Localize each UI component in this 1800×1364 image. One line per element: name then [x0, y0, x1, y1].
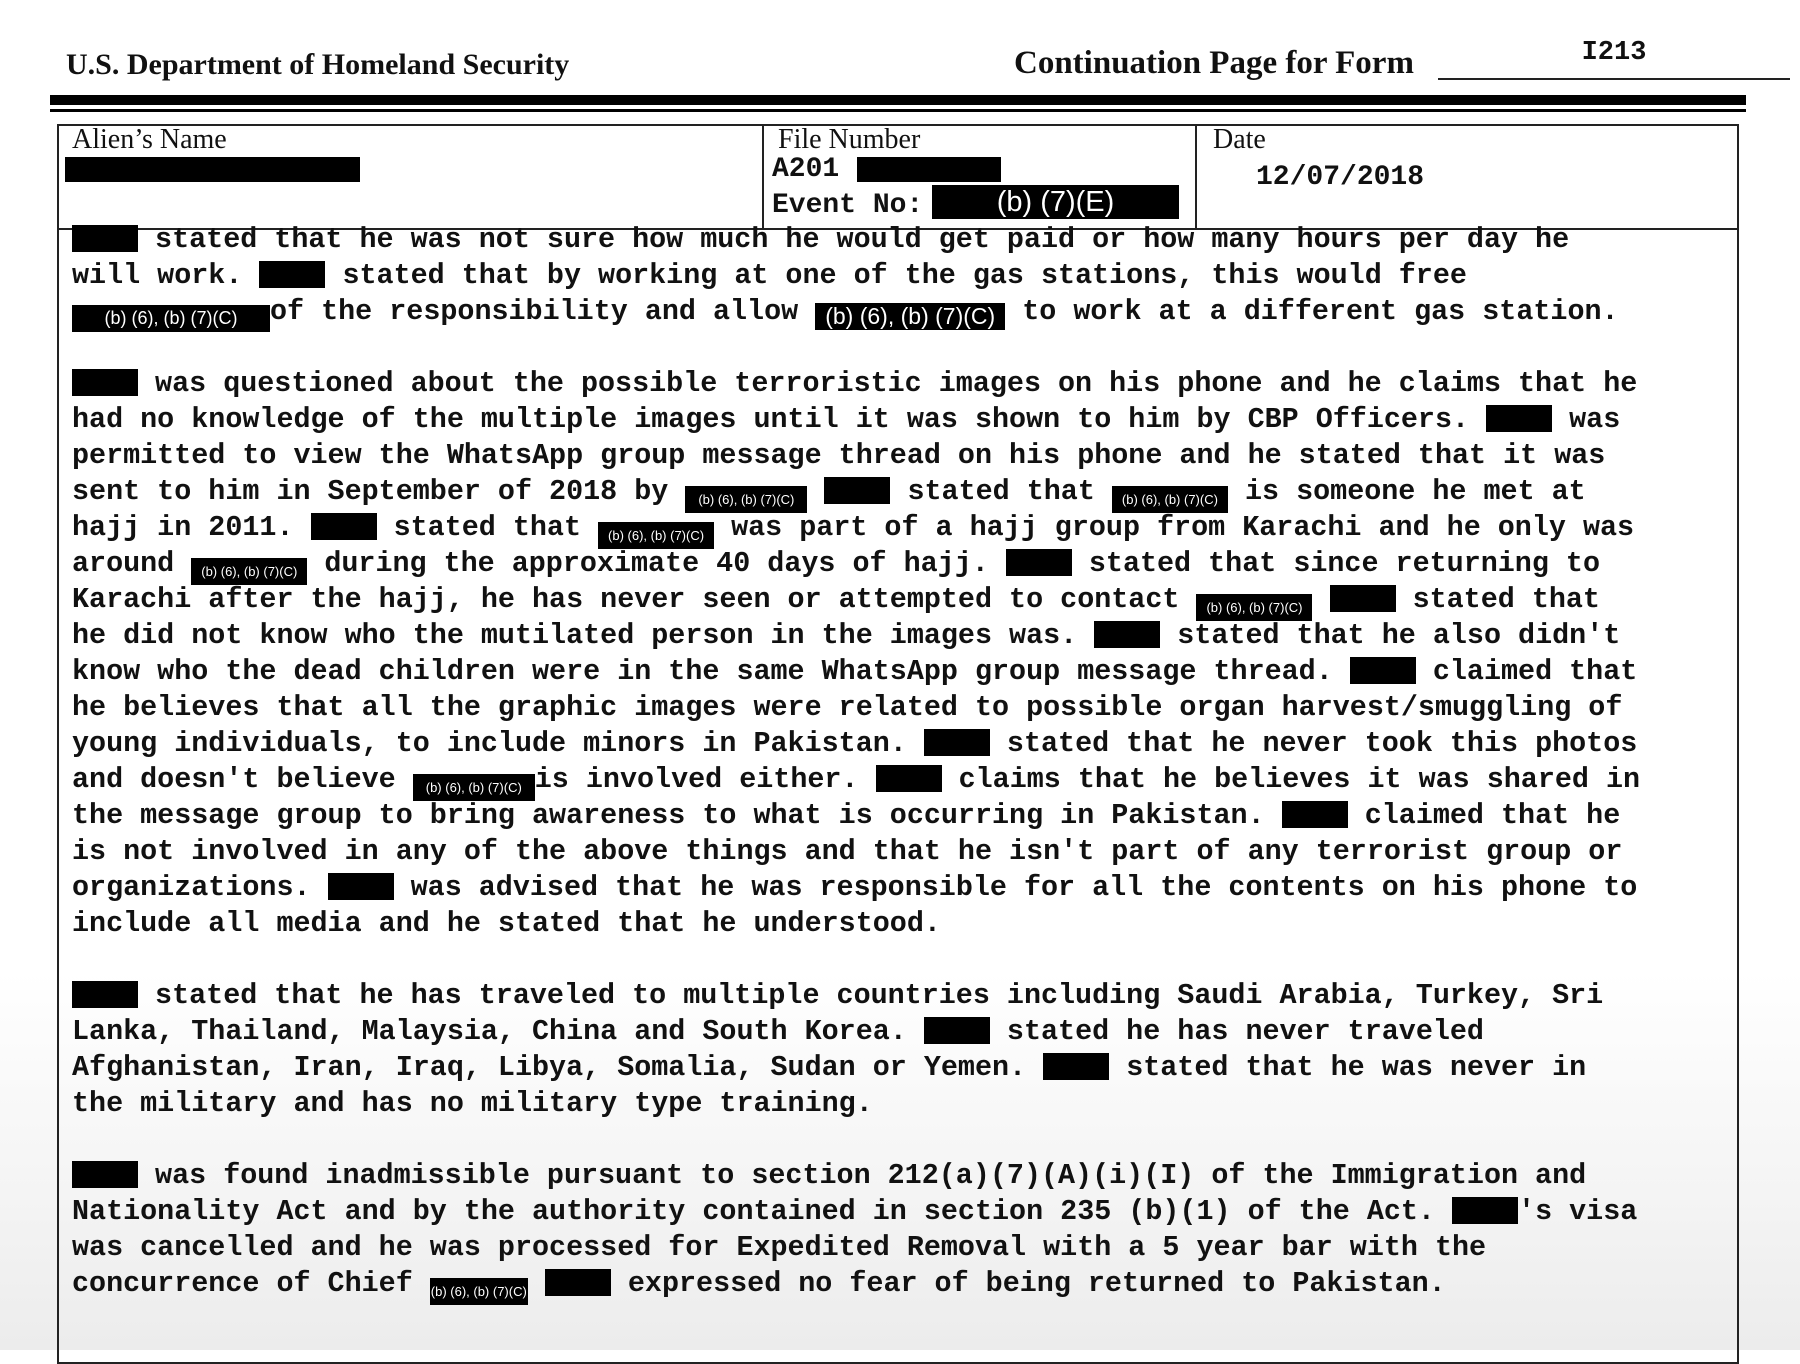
redaction-label: (b) (6), (b) (7)(C)	[598, 522, 714, 549]
text-line	[72, 1266, 1732, 1302]
text-line	[72, 654, 1732, 690]
line-text: stated that he was not sure how much he would get paid or how many hours per day he	[155, 223, 1570, 256]
line-text: stated that by working at one of the gas stations, this would free	[342, 259, 1467, 292]
form-number-line	[1438, 38, 1790, 80]
text-line	[72, 618, 1732, 654]
redaction-block	[545, 1269, 611, 1296]
redaction-block	[1452, 1197, 1518, 1224]
agency-name: U.S. Department of Homeland Security	[66, 48, 570, 81]
continuation-title: Continuation Page for Form	[1014, 45, 1414, 81]
narrative-body	[72, 222, 1732, 1338]
line-text: stated that	[907, 475, 1095, 508]
line-text: was advised that he was responsible for all the contents on his phone to	[410, 871, 1638, 904]
redaction-block	[1006, 549, 1072, 576]
line-text: of the responsibility and allow	[270, 295, 799, 328]
redaction-block	[328, 873, 394, 900]
text-line	[72, 1014, 1732, 1050]
line-text: concurrence of Chief	[72, 1267, 413, 1300]
event-no-redaction: (b) (7)(E)	[932, 185, 1179, 219]
redaction-block	[259, 261, 325, 288]
field-divider-2	[1195, 124, 1197, 230]
line-text: stated he has never traveled	[1006, 1015, 1484, 1048]
line-text: he did not know who the mutilated person in the images was.	[72, 619, 1078, 652]
redaction-block	[72, 369, 138, 396]
alien-name-label: Alien’s Name	[72, 124, 227, 155]
redaction-block	[72, 1161, 138, 1188]
line-text: during the approximate 40 days of hajj.	[324, 547, 989, 580]
text-line	[72, 294, 1732, 330]
line-text: stated that he never took this photos	[1006, 727, 1638, 760]
header-thick-rule	[50, 95, 1746, 105]
redaction-block	[72, 225, 138, 252]
redaction-block	[1330, 585, 1396, 612]
text-line: he believes that all the graphic images were related to possible organ harvest/smuggling of	[72, 691, 1623, 724]
redaction-block	[876, 765, 942, 792]
redaction-label: (b) (6), (b) (7)(C)	[191, 558, 307, 585]
text-line: is not involved in any of the above things and that he isn't part of any terrorist group or	[72, 835, 1623, 868]
line-text: stated that	[393, 511, 581, 544]
redaction-block	[924, 1017, 990, 1044]
alien-name-redaction	[65, 157, 360, 182]
line-text: had no knowledge of the multiple images until it was shown to him by CBP Officers.	[72, 403, 1470, 436]
file-number-label: File Number	[778, 124, 921, 155]
line-text: Afghanistan, Iran, Iraq, Libya, Somalia, Sudan or Yemen.	[72, 1051, 1027, 1084]
line-text: was found inadmissible pursuant to section 212(a)(7)(A)(i)(I) of the Immigration and	[155, 1159, 1587, 1192]
line-text: claims that he believes it was shared in	[958, 763, 1641, 796]
text-line: was cancelled and he was processed for Expedited Removal with a 5 year bar with the	[72, 1231, 1487, 1264]
date-label: Date	[1213, 124, 1266, 155]
line-text: to work at a different gas station.	[1022, 295, 1619, 328]
line-text: will work.	[72, 259, 243, 292]
line-text: 's visa	[1518, 1195, 1638, 1228]
redaction-label: (b) (6), (b) (7)(C)	[413, 774, 535, 801]
line-text: stated that he was never in	[1126, 1051, 1587, 1084]
text-line	[72, 726, 1732, 762]
redaction-block	[1486, 405, 1552, 432]
redaction-block	[824, 477, 890, 504]
form-number: I213	[1581, 38, 1647, 68]
paragraph-3	[72, 978, 1732, 1122]
form-header	[66, 38, 1746, 88]
text-line	[72, 222, 1732, 258]
text-line	[72, 510, 1732, 546]
line-text: know who the dead children were in the same WhatsApp group message thread.	[72, 655, 1333, 688]
text-line	[72, 978, 1732, 1014]
redaction-block	[924, 729, 990, 756]
text-line: include all media and he stated that he understood.	[72, 907, 941, 940]
line-text: is involved either.	[534, 763, 859, 796]
text-line	[72, 1158, 1732, 1194]
date-value: 12/07/2018	[1256, 162, 1425, 193]
redaction-block	[311, 513, 377, 540]
redaction-label: (b) (6), (b) (7)(C)	[685, 486, 807, 513]
redaction-block	[1350, 657, 1416, 684]
header-thin-rule	[50, 109, 1746, 112]
line-text: sent to him in September of 2018 by	[72, 475, 669, 508]
redaction-block	[72, 981, 138, 1008]
line-text: stated that	[1412, 583, 1600, 616]
line-text: and doesn't believe	[72, 763, 396, 796]
redaction-label: (b) (6), (b) (7)(C)	[72, 305, 270, 332]
paragraph-1	[72, 222, 1732, 330]
line-text: around	[72, 547, 175, 580]
paragraph-4	[72, 1158, 1732, 1302]
line-text: Karachi after the hajj, he has never seen or attempted to contact	[72, 583, 1180, 616]
redaction-label: (b) (6), (b) (7)(C)	[1112, 486, 1228, 513]
redaction-block	[1043, 1053, 1109, 1080]
redaction-label: (b) (6), (b) (7)(C)	[1196, 594, 1312, 621]
redaction-block	[1282, 801, 1348, 828]
text-line: the military and has no military type training.	[72, 1087, 873, 1120]
field-divider-1	[762, 124, 764, 230]
text-line	[72, 366, 1732, 402]
line-text: Nationality Act and by the authority contained in section 235 (b)(1) of the Act.	[72, 1195, 1435, 1228]
text-line: permitted to view the WhatsApp group message thread on his phone and he stated that it was	[72, 439, 1606, 472]
line-text: the message group to bring awareness to what is occurring in Pakistan.	[72, 799, 1265, 832]
text-line	[72, 582, 1732, 618]
file-number-prefix: A201	[772, 154, 840, 185]
line-text: expressed no fear of being returned to Pakistan.	[627, 1267, 1446, 1300]
text-line	[72, 1194, 1732, 1230]
line-text: is someone he met at	[1244, 475, 1586, 508]
line-text: organizations.	[72, 871, 311, 904]
line-text: was	[1569, 403, 1621, 436]
paragraph-2	[72, 366, 1732, 942]
line-text: stated that he has traveled to multiple countries including Saudi Arabia, Turkey, Sri	[155, 979, 1604, 1012]
text-line	[72, 546, 1732, 582]
line-text: stated that he also didn't	[1177, 619, 1621, 652]
line-text: claimed that	[1432, 655, 1638, 688]
text-line	[72, 258, 1732, 294]
line-text: hajj in 2011.	[72, 511, 294, 544]
redaction-label: (b) (6), (b) (7)(C)	[815, 303, 1005, 330]
text-line	[72, 474, 1732, 510]
redaction-label: (b) (6), (b) (7)(C)	[430, 1278, 528, 1305]
line-text: Lanka, Thailand, Malaysia, China and South Korea.	[72, 1015, 907, 1048]
text-line	[72, 1050, 1732, 1086]
text-line	[72, 402, 1732, 438]
text-line	[72, 870, 1732, 906]
line-text: stated that since returning to	[1088, 547, 1600, 580]
line-text: was part of a hajj group from Karachi and he only was	[731, 511, 1635, 544]
redaction-block	[1094, 621, 1160, 648]
event-no-label: Event No:	[772, 190, 924, 221]
line-text: was questioned about the possible terroristic images on his phone and he claims that he	[155, 367, 1638, 400]
text-line	[72, 762, 1732, 798]
line-text: claimed that he	[1364, 799, 1621, 832]
file-number-redaction	[857, 157, 1001, 182]
text-line	[72, 798, 1732, 834]
line-text: young individuals, to include minors in Pakistan.	[72, 727, 907, 760]
